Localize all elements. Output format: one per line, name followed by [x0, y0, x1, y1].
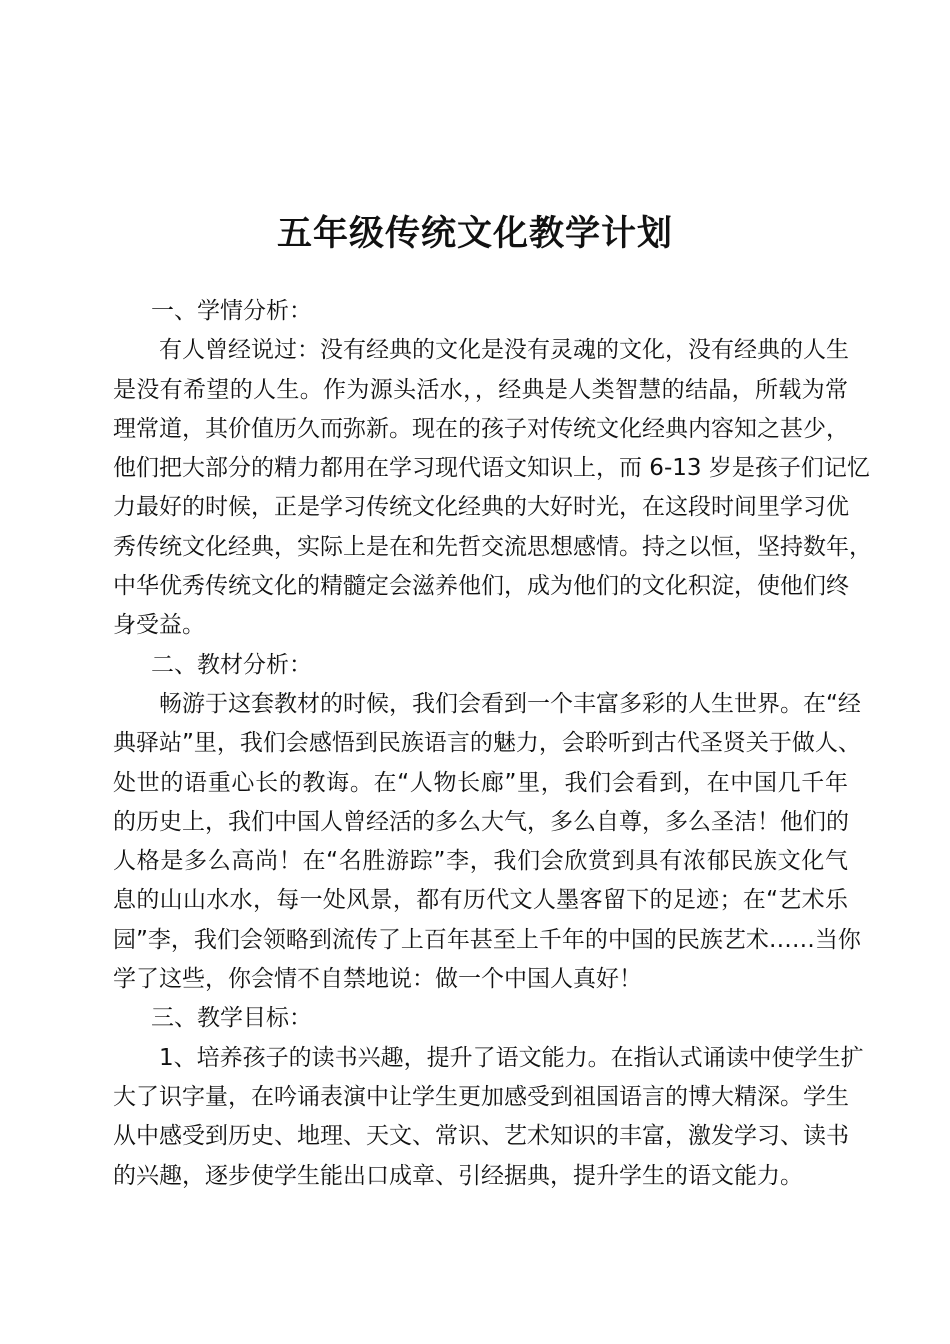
paragraph-line: 人格是多么高尚！在“名胜游踪”李，我们会欣赏到具有浓郁民族文化气 — [113, 848, 848, 875]
paragraph-line: 畅游于这套教材的时候，我们会看到一个丰富多彩的人生世界。在“经 — [159, 690, 861, 717]
section-heading: 二、教材分析： — [151, 651, 312, 678]
paragraph-line: 1、培养孩子的读书兴趣，提升了语文能力。在指认式诵读中使学生扩 — [159, 1044, 864, 1071]
paragraph-line: 理常道，其价值历久而弥新。现在的孩子对传统文化经典内容知之甚少， — [113, 415, 849, 442]
paragraph-line: 处世的语重心长的教诲。在“人物长廊”里，我们会看到，在中国几千年 — [113, 769, 848, 796]
paragraph-line: 秀传统文化经典，实际上是在和先哲交流思想感情。持之以恒，坚持数年， — [113, 533, 872, 560]
paragraph-line: 力最好的时候，正是学习传统文化经典的大好时光，在这段时间里学习优 — [113, 494, 849, 521]
paragraph-line: 从中感受到历史、地理、天文、常识、艺术知识的丰富，激发学习、读书 — [113, 1123, 849, 1150]
paragraph-line: 是没有希望的人生。作为源头活水，，经典是人类智慧的结晶，所载为常 — [113, 376, 848, 403]
section-heading: 三、教学目标： — [151, 1005, 312, 1032]
paragraph-line: 有人曾经说过：没有经典的文化是没有灵魂的文化，没有经典的人生 — [159, 337, 849, 364]
paragraph-line: 园”李，我们会领略到流传了上百年甚至上千年的中国的民族艺术……当你 — [113, 926, 861, 953]
paragraph-line: 他们把大部分的精力都用在学习现代语文知识上，而 6-13 岁是孩子们记忆 — [113, 455, 870, 482]
paragraph-line: 中华优秀传统文化的精髓定会滋养他们，成为他们的文化积淀，使他们终 — [113, 573, 849, 600]
paragraph-line: 学了这些，你会情不自禁地说：做一个中国人真好！ — [113, 966, 642, 993]
paragraph-line: 息的山山水水，每一处风景，都有历代文人墨客留下的足迹；在“艺术乐 — [113, 887, 848, 914]
paragraph-line: 典驿站”里，我们会感悟到民族语言的魅力，会聆听到古代圣贤关于做人、 — [113, 730, 861, 757]
paragraph-line: 大了识字量，在吟诵表演中让学生更加感受到祖国语言的博大精深。学生 — [113, 1083, 849, 1110]
paragraph-line: 身受益。 — [113, 612, 205, 639]
paragraph-line: 的历史上，我们中国人曾经活的多么大气，多么自尊，多么圣洁！他们的 — [113, 808, 849, 835]
document-body — [113, 292, 872, 1196]
paragraph-line: 的兴趣，逐步使学生能出口成章、引经据典，提升学生的语文能力。 — [113, 1162, 803, 1189]
section-heading: 一、学情分析： — [151, 298, 312, 324]
document-title: 五年级传统文化教学计划 — [276, 214, 673, 254]
